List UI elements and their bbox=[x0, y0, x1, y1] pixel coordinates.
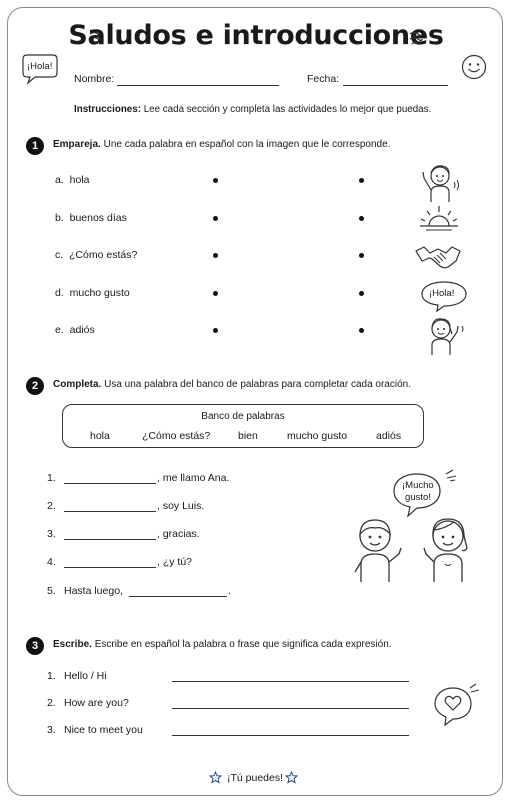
sentence-text: , me llamo Ana. bbox=[157, 472, 230, 484]
answer-line[interactable] bbox=[172, 681, 409, 682]
section3-header bbox=[53, 639, 392, 650]
hola-bubble-text: ¡Hola! bbox=[429, 288, 455, 299]
waving-girl-icon bbox=[421, 314, 467, 361]
name-label: Nombre: bbox=[74, 73, 115, 85]
word-bank-title: Banco de palabras bbox=[201, 411, 285, 422]
date-field[interactable] bbox=[343, 85, 448, 86]
word-bank-word: hola bbox=[90, 430, 110, 442]
girl-illustration bbox=[420, 514, 476, 589]
mucho-gusto-bubble-icon bbox=[392, 472, 442, 518]
section1-number: 1 bbox=[26, 137, 44, 155]
decor-wave-right-icon bbox=[408, 30, 424, 51]
match-dot-left[interactable] bbox=[213, 253, 218, 258]
waving-boy-icon bbox=[418, 160, 462, 209]
boy-illustration bbox=[349, 514, 405, 589]
star-icon bbox=[209, 771, 222, 789]
match-dot-left[interactable] bbox=[213, 291, 218, 296]
sentence-text: . bbox=[228, 585, 231, 597]
section3-text: Escribe en español la palabra o frase que significa cada expresión. bbox=[94, 639, 392, 650]
answer-line[interactable] bbox=[172, 708, 409, 709]
sentence-blank[interactable] bbox=[64, 511, 156, 512]
match-dot-right[interactable] bbox=[359, 216, 364, 221]
expression-text: How are you? bbox=[64, 697, 129, 709]
instructions-label: Instrucciones: bbox=[74, 104, 141, 115]
instructions bbox=[74, 104, 431, 115]
answer-line[interactable] bbox=[172, 735, 409, 736]
instructions-text: Lee cada sección y completa las actividades lo mejor que puedas. bbox=[143, 104, 432, 115]
sentence-blank[interactable] bbox=[64, 567, 156, 568]
expression-number: 1. bbox=[47, 670, 56, 682]
sentence-blank[interactable] bbox=[64, 483, 156, 484]
page-title: Saludos e introducciones bbox=[68, 20, 444, 51]
sentence-number: 3. bbox=[47, 528, 56, 540]
sentence-number: 1. bbox=[47, 472, 56, 484]
speech-bubble-icon bbox=[21, 52, 59, 86]
match-item: e. adiós bbox=[55, 324, 95, 336]
word-bank-word: mucho gusto bbox=[287, 430, 348, 442]
expression-text: Hello / Hi bbox=[64, 670, 107, 682]
match-dot-left[interactable] bbox=[213, 328, 218, 333]
section2-text: Usa una palabra del banco de palabras para completar cada oración. bbox=[104, 379, 411, 390]
expression-number: 3. bbox=[47, 724, 56, 736]
section2-heading: Completa. bbox=[53, 379, 102, 390]
section2-number: 2 bbox=[26, 377, 44, 395]
section3-heading: Escribe. bbox=[53, 639, 92, 650]
sparkle-icon bbox=[444, 468, 460, 487]
expression-number: 2. bbox=[47, 697, 56, 709]
bubble-text: ¡Hola! bbox=[27, 61, 53, 72]
sentence-number: 2. bbox=[47, 500, 56, 512]
name-field[interactable] bbox=[117, 85, 279, 86]
sentence-text: , soy Luis. bbox=[157, 500, 205, 512]
sentence-blank[interactable] bbox=[64, 539, 156, 540]
date-label: Fecha: bbox=[307, 73, 340, 85]
word-bank-word: adiós bbox=[376, 430, 402, 442]
sentence-number: 4. bbox=[47, 556, 56, 568]
match-dot-right[interactable] bbox=[359, 178, 364, 183]
smiley-icon bbox=[461, 54, 487, 85]
bubble-line2: gusto! bbox=[405, 492, 431, 503]
footer-text: ¡Tú puedes! bbox=[227, 772, 284, 784]
star-icon bbox=[285, 771, 298, 789]
match-item: c. ¿Cómo estás? bbox=[55, 249, 138, 261]
section1-header bbox=[53, 139, 390, 150]
sparkle-icon bbox=[468, 682, 482, 700]
sentence-blank[interactable] bbox=[129, 596, 227, 597]
match-item: d. mucho gusto bbox=[55, 287, 130, 299]
sentence-number: 5. bbox=[47, 585, 56, 597]
match-dot-left[interactable] bbox=[213, 178, 218, 183]
sunrise-icon bbox=[416, 204, 462, 239]
expression-text: Nice to meet you bbox=[64, 724, 143, 736]
section3-number: 3 bbox=[26, 637, 44, 655]
section1-text: Une cada palabra en español con la imagen que le corresponde. bbox=[103, 139, 391, 150]
sentence-text: , ¿y tú? bbox=[157, 556, 193, 568]
match-item: b. buenos días bbox=[55, 212, 127, 224]
match-dot-right[interactable] bbox=[359, 328, 364, 333]
sentence-text: , gracias. bbox=[157, 528, 200, 540]
handshake-icon bbox=[414, 243, 462, 276]
word-bank-word: bien bbox=[238, 430, 258, 442]
section1-heading: Empareja. bbox=[53, 139, 101, 150]
bubble-line1: ¡Mucho bbox=[402, 480, 434, 491]
sentence-text: Hasta luego, bbox=[64, 585, 123, 597]
match-dot-left[interactable] bbox=[213, 216, 218, 221]
word-bank-word: ¿Cómo estás? bbox=[142, 430, 211, 442]
match-dot-right[interactable] bbox=[359, 291, 364, 296]
hola-bubble-icon bbox=[419, 279, 469, 313]
match-item: a. hola bbox=[55, 174, 90, 186]
match-dot-right[interactable] bbox=[359, 253, 364, 258]
section2-header bbox=[53, 379, 411, 390]
